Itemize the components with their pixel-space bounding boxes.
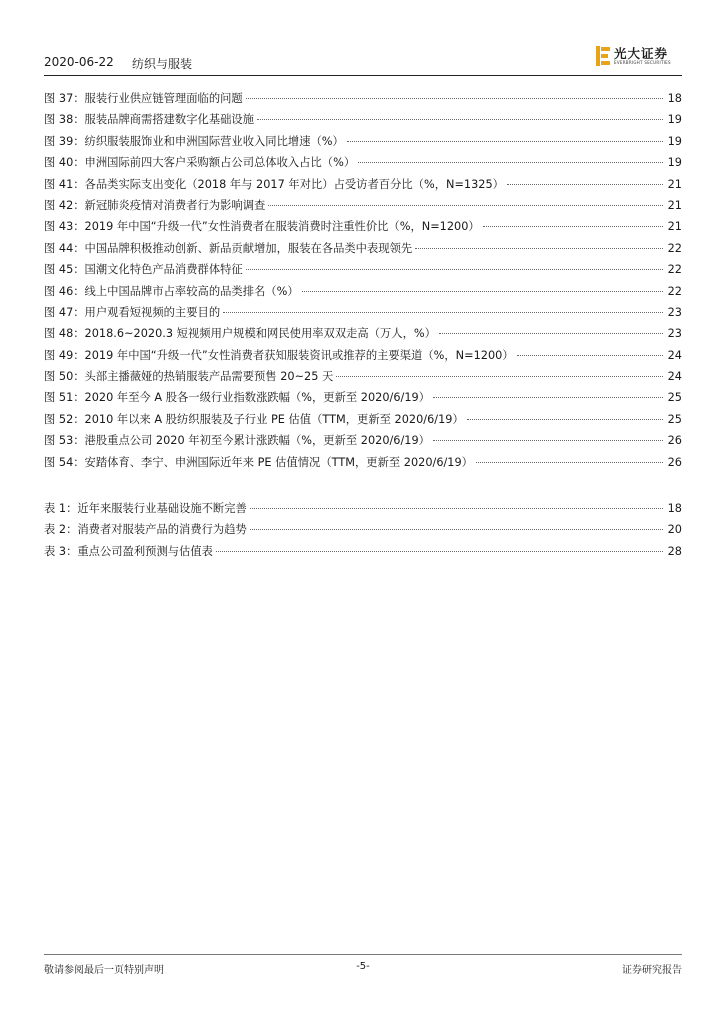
figure-entry-page: 19 [667, 156, 682, 170]
dot-leader [250, 529, 663, 530]
dot-leader [223, 312, 663, 313]
figure-entry-page: 21 [667, 198, 682, 212]
figure-entry-title: 图 45：国潮文化特色产品消费群体特征 [44, 263, 243, 277]
figure-entry-title: 图 48：2018.6~2020.3 短视频用户规模和网民使用率双双走高（万人，%） [44, 327, 436, 341]
figure-entry-page: 24 [667, 370, 682, 384]
figure-entry[interactable] [44, 261, 682, 282]
figure-entry[interactable] [44, 240, 682, 261]
industry-section: 纺织与服装 [132, 57, 193, 71]
figure-entry-page: 18 [667, 92, 682, 105]
figure-entry-title: 图 44：中国品牌积极推动创新、新品贡献增加，服装在各品类中表现领先 [44, 241, 413, 255]
figure-entry[interactable] [44, 90, 682, 111]
dot-leader [433, 397, 663, 398]
figure-entry-page: 26 [667, 434, 682, 448]
figure-entry-title: 图 42：新冠肺炎疫情对消费者行为影响调查 [44, 198, 266, 212]
logo-subtext: EVERBRIGHT SECURITIES [614, 60, 671, 65]
report-date: 2020-06-22 [44, 55, 114, 69]
figure-entry[interactable] [44, 133, 682, 154]
figure-entry[interactable] [44, 197, 682, 218]
dot-leader [246, 269, 663, 270]
figure-entry[interactable] [44, 283, 682, 304]
dot-leader [358, 162, 663, 163]
table-entry-title: 表 3：重点公司盈利预测与估值表 [44, 544, 213, 558]
everbright-logo-icon [596, 46, 610, 66]
header-divider [44, 75, 682, 76]
dot-leader [268, 205, 663, 206]
dot-leader [216, 551, 663, 552]
figure-index [44, 90, 682, 475]
table-entry[interactable] [44, 500, 682, 521]
table-entry-page: 18 [667, 502, 682, 515]
figure-entry[interactable] [44, 325, 682, 346]
figure-entry-title: 图 38：服装品牌商需搭建数字化基础设施 [44, 113, 255, 127]
page-header [44, 44, 682, 74]
figure-entry-page: 22 [667, 263, 682, 277]
table-entry[interactable] [44, 543, 682, 564]
page-number: -5- [356, 961, 370, 972]
dot-leader [483, 226, 663, 227]
figure-entry-page: 24 [667, 348, 682, 362]
company-logo [596, 44, 678, 70]
dot-leader [517, 355, 663, 356]
dot-leader [507, 184, 663, 185]
figure-entry[interactable] [44, 368, 682, 389]
figure-entry-page: 19 [667, 134, 682, 148]
footer-divider [44, 954, 682, 955]
logo-text: 光大证券 [614, 46, 669, 61]
dot-leader [467, 419, 663, 420]
figure-entry-title: 图 40：申洲国际前四大客户采购额占公司总体收入占比（%） [44, 156, 356, 170]
figure-entry-page: 22 [667, 241, 682, 255]
table-entry-title: 表 1：近年来服装行业基础设施不断完善 [44, 502, 247, 515]
dot-leader [347, 141, 663, 142]
figure-entry-page: 21 [667, 220, 682, 234]
figure-entry-page: 25 [667, 391, 682, 405]
figure-entry[interactable] [44, 154, 682, 175]
figure-entry[interactable] [44, 432, 682, 453]
figure-entry-title: 图 54：安踏体育、李宁、申洲国际近年来 PE 估值情况（TTM，更新至 2020/6/19） [44, 455, 473, 469]
dot-leader [302, 291, 663, 292]
report-type: 证券研究报告 [622, 965, 682, 976]
dot-leader [250, 508, 663, 509]
figure-entry[interactable] [44, 111, 682, 132]
dot-leader [415, 248, 663, 249]
figure-entry-title: 图 50：头部主播薇娅的热销服装产品需要预售 20~25 天 [44, 370, 334, 384]
figure-entry-title: 图 47：用户观看短视频的主要目的 [44, 305, 221, 319]
figure-entry-title: 图 52：2010 年以来 A 股纺织服装及子行业 PE 估值（TTM，更新至 2020/6/19） [44, 412, 464, 426]
figure-entry[interactable] [44, 411, 682, 432]
figure-entry-title: 图 39：纺织服装服饰业和申洲国际营业收入同比增速（%） [44, 134, 344, 148]
figure-entry-page: 21 [667, 177, 682, 191]
figure-entry-page: 19 [667, 113, 682, 127]
dot-leader [439, 333, 663, 334]
figure-entry[interactable] [44, 218, 682, 239]
figure-entry-title: 图 49：2019 年中国“升级一代”女性消费者获知服装资讯或推荐的主要渠道（%，N=1200） [44, 348, 514, 362]
figure-entry-title: 图 51：2020 年至今 A 股各一级行业指数涨跌幅（%，更新至 2020/6/19） [44, 391, 430, 405]
figure-entry[interactable] [44, 454, 682, 475]
table-entry[interactable] [44, 521, 682, 542]
figure-entry-page: 23 [667, 305, 682, 319]
dot-leader [433, 440, 663, 441]
figure-entry-title: 图 43：2019 年中国“升级一代”女性消费者在服装消费时注重性价比（%，N=1200） [44, 220, 480, 234]
table-index [44, 500, 682, 564]
dot-leader [257, 119, 663, 120]
figure-entry[interactable] [44, 347, 682, 368]
dot-leader [246, 98, 663, 99]
figure-entry-title: 图 37：服装行业供应链管理面临的问题 [44, 92, 243, 105]
figure-entry-page: 22 [667, 284, 682, 298]
dot-leader [336, 376, 663, 377]
figure-entry-page: 25 [667, 412, 682, 426]
figure-entry[interactable] [44, 389, 682, 410]
figure-entry[interactable] [44, 176, 682, 197]
table-entry-page: 20 [667, 523, 682, 537]
figure-entry-title: 图 46：线上中国品牌市占率较高的品类排名（%） [44, 284, 299, 298]
figure-entry-title: 图 41：各品类实际支出变化（2018 年与 2017 年对比）占受访者百分比（%，N=1325） [44, 177, 504, 191]
figure-entry[interactable] [44, 304, 682, 325]
dot-leader [476, 462, 663, 463]
figure-entry-page: 23 [667, 327, 682, 341]
table-entry-title: 表 2：消费者对服装产品的消费行为趋势 [44, 523, 247, 537]
table-entry-page: 28 [667, 544, 682, 558]
figure-entry-title: 图 53：港股重点公司 2020 年初至今累计涨跌幅（%，更新至 2020/6/19） [44, 434, 430, 448]
disclaimer-note: 敬请参阅最后一页特别声明 [44, 965, 164, 976]
figure-entry-page: 26 [667, 455, 682, 469]
